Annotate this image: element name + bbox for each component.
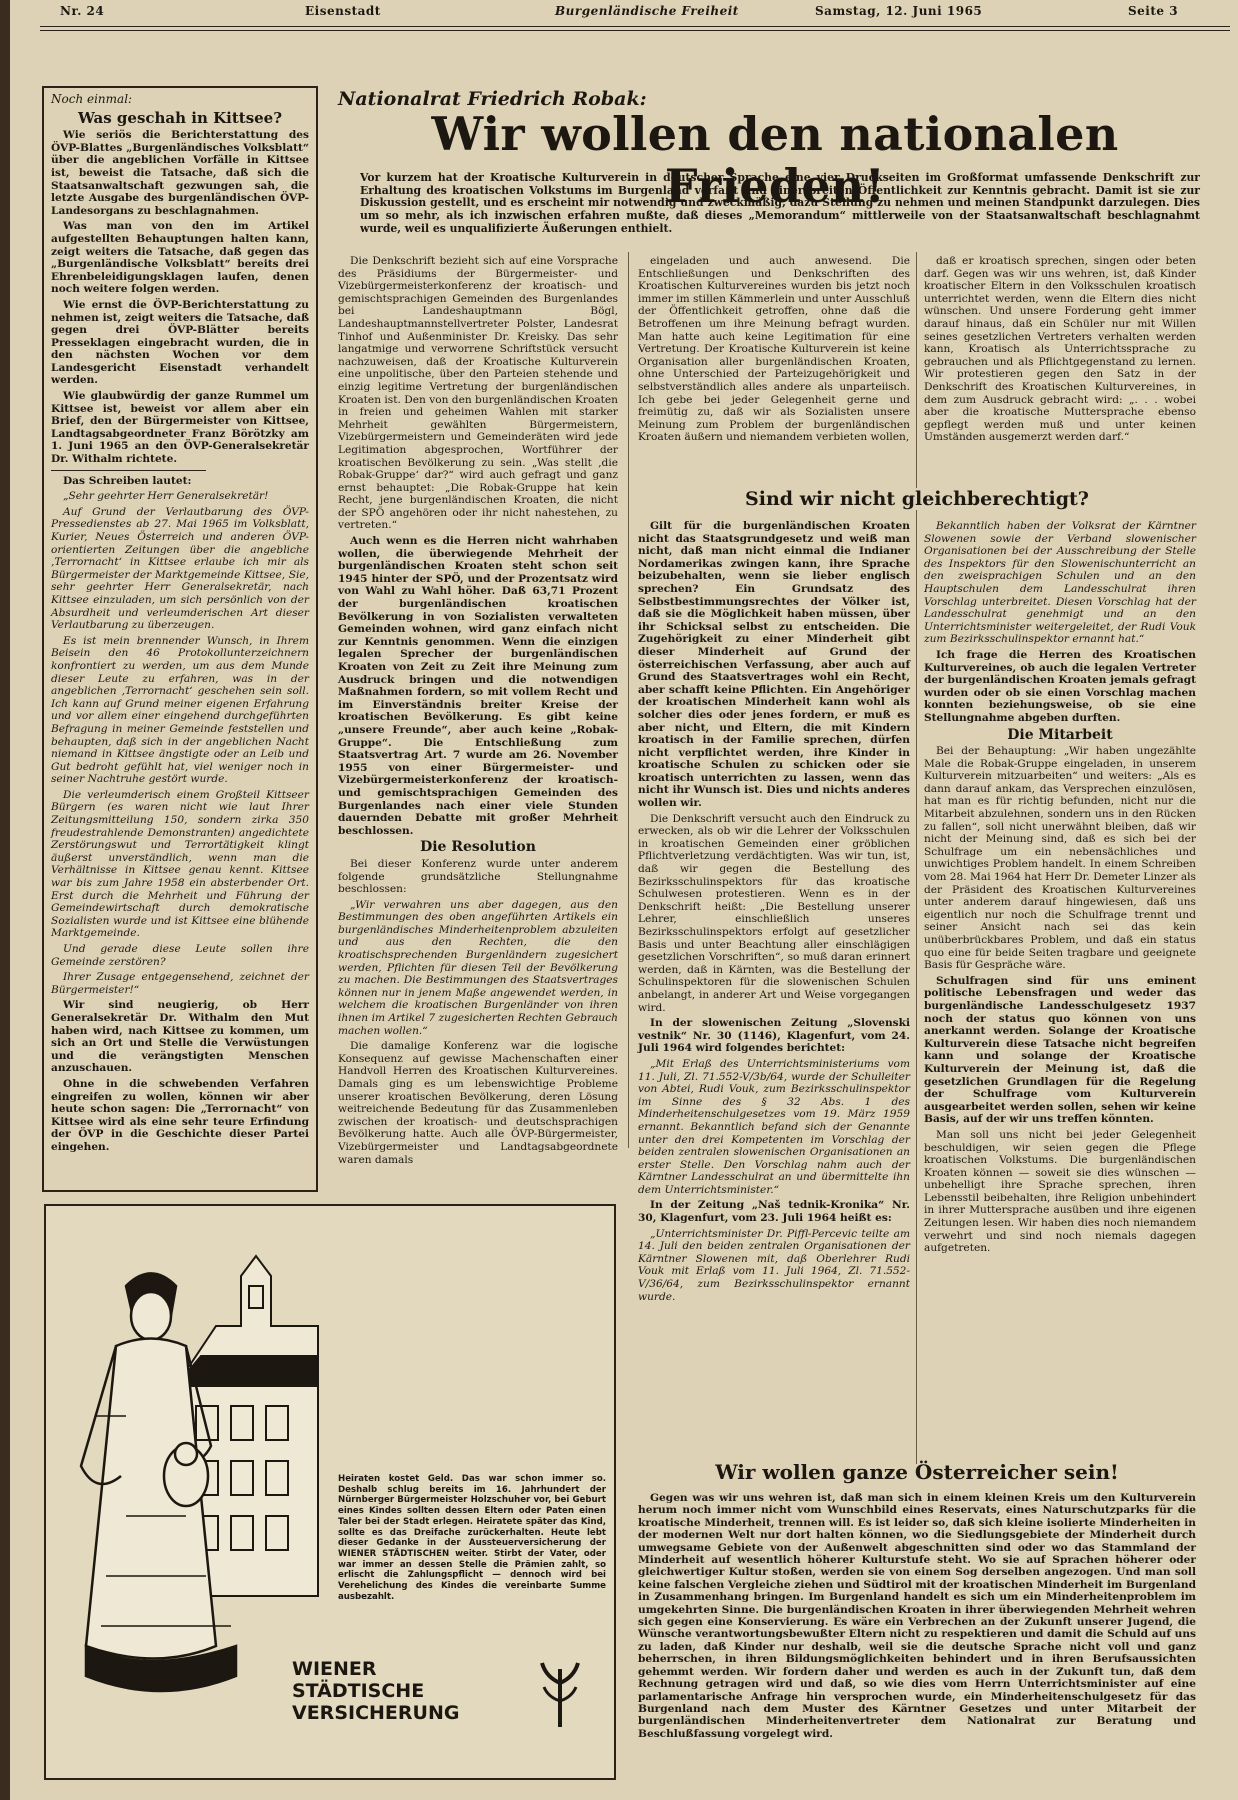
sidebar-kicker: Noch einmal: bbox=[51, 92, 133, 106]
final-paragraph: Gegen was wir uns wehren ist, daß man sich in einem kleinen Kreis um den Kulturverein herum noch immer nicht vom Wunschbild eines Reservats, eines Naturschutzparks für die kroatische Minderheit, trennen will. Es ist leider so, daß sich kleine isolierte Minderheiten in der modernen Welt nur dort halten können, wo die Siedlungsgebiete der Minderheit durch umwegsame Gebiete von der Außenwelt abgeschnitten sind oder wo das Stammland der Minderheit auf wesentlich höherer Kulturstufe steht. Wo sie auf Sprachen höherer oder gleichwertiger Kultur stoßen, werden sie von einem Sog derselben angezogen. Und man soll keine falschen Vergleiche ziehen und Südtirol mit der kroatischen Minderheit im Burgenland in Zusammenhang bringen. Im Burgenland handelt es sich um ein Minderheitenproblem im umgekehrten Sinne. Die burgenländischen Kroaten in ihrer überwiegenden Mehrheit wehren sich gegen eine Konservierung. Es wäre ein Verbrechen an der Zukunft unserer Jugend, die Wünsche verantwortungsbewußter Eltern nicht zu respektieren und damit die Schuld auf uns zu laden, daß Kinder nur deshalb, weil sie die deutsche Sprache nicht voll und ganz beherrschen, in ihren Bildungsmöglichkeiten behindert und in ihren Berufsaussichten gehemmt werden. Wir fordern daher und werden es auch in der Zukunft tun, daß dem Rechnung getragen wird und daß, so wie dies vom Herrn Unterrichtsminister auf eine parlamentarische Anfrage hin versprochen wurde, ein Minderheitenschulgesetz für das Burgenland nach dem Muster des Kärntner Gesetzes und unter Mitarbeit der burgenländischen Minderheitenvertreter dem Nationalrat zur Beratung und Beschlußfassung vorgelegt wird. bbox=[638, 1492, 1196, 1740]
article-paragraph: In der slowenischen Zeitung „Slovenski vestnik“ Nr. 30 (1146), Klagenfurt, vom 24. Juli 1964 wird folgendes berichtet: bbox=[638, 1017, 910, 1055]
subheading-gleichberechtigt: Sind wir nicht gleichberechtigt? bbox=[638, 488, 1196, 510]
sidebar-quote: Und gerade diese Leute sollen ihre Gemeinde zerstören? bbox=[51, 943, 309, 968]
article-paragraph: Die Denkschrift versucht auch den Eindruck zu erwecken, als ob wir die Lehrer der Volksschulen in kroatischen Gemeinden einer gröblichen Pflichtverletzung verdächtigten. Was wir tun, ist, daß wir gegen die Bestellung des Bezirksschulinspektors für das kroatische Schulwesen protestieren. Wenn es in der Denkschrift heißt: „Die Bestellung unserer Lehrer, einschließlich unseres Bezirksschulinspektors erfolgt auf gesetzlicher Basis und unter Beachtung aller einschlägigen gesetzlichen Vorschriften“, so muß daran erinnert werden, daß in Kärnten, was die Bestellung der Schulinspektoren für die slowenischen Schulen anbelangt, in anderer Art und Weise vorgegangen wird. bbox=[638, 812, 910, 1014]
issue-date: Samstag, 12. Juni 1965 bbox=[815, 4, 983, 18]
ad-brand-line: WIENER bbox=[292, 1658, 377, 1680]
article-headline: Wir wollen den nationalen Frieden! bbox=[431, 107, 1119, 213]
sidebar-paragraph: Wie ernst die ÖVP-Berichterstattung zu nehmen ist, zeigt weiters die Tatsache, daß gegen drei ÖVP-Blätter bereits Presseklagen eingebracht wurden, die in den nächsten Wochen vor dem Landesgericht Eisenstadt verhandelt werden. bbox=[51, 298, 309, 387]
article-quote: Bekanntlich haben der Volksrat der Kärntner Slowenen sowie der Verband slowenischer Organisationen bei der Ausschreibung der Stelle des Inspektors für den Slowenischunterricht an den zweisprachigen Schulen und an den Hauptschulen dem Landesschulrat ihren Vorschlag unterbreitet. Diesen Vorschlag hat der Landesschulrat genehmigt und an den Unterrichtsminister weitergeleitet, der Rudi Vouk zum Bezirksschulinspektor ernannt hat.“ bbox=[924, 520, 1196, 646]
sidebar-paragraph: Wir sind neugierig, ob Herr Generalsekretär Dr. Withalm den Mut haben wird, nach Kittsee zu kommen, um sich an Ort und Stelle die Verwüstungen und die verängstigten Menschen anzuschauen. bbox=[51, 999, 309, 1075]
ad-copy: Heiraten kostet Geld. Das war schon immer so. Deshalb schlug bereits im 16. Jahrhundert der Nürnberger Bürgermeister Holzschuher vor, bei Geburt eines Kindes sollten dessen Eltern oder Paten einen Taler bei der Stadt erlegen. Heiratete später das Kind, sollte es das Dreifache zurückerhalten. Heute lebt dieser Gedanke in der Aussteuerversicherung der WIENER STÄDTISCHEN weiter. Stirbt der Vater, oder war immer an dessen Stelle die Prämien zahlt, so erlischt die Zahlungspflicht — dennoch wird bei Verehelichung des Kindes die vereinbarte Summe ausbezahlt. bbox=[338, 1474, 606, 1602]
subheading-mitarbeit: Die Mitarbeit bbox=[1007, 726, 1113, 743]
header-rule-thin bbox=[40, 30, 1230, 31]
article-paragraph: daß er kroatisch sprechen, singen oder beten darf. Gegen was wir uns wehren, ist, daß Kinder kroatischer Eltern in den Volksschulen kroatisch unterrichtet werden, wenn die Eltern dies nicht wünschen. Und unsere Forderung geht immer darauf hinaus, daß ein Schüler nur mit Willen seines gesetzlichen Vertreters verhalten werden kann, Kroatisch als Unterrichtssprache zu gebrauchen und als Pflichtgegenstand zu lernen. Wir protestieren gegen den Satz in der Denkschrift des Kroatischen Kulturvereines, in dem zum Ausdruck gebracht wird: „. . . wobei aber die kroatische Muttersprache ebenso gepflegt werden muß und unter keinen Umständen ausgemerzt werden darf.“ bbox=[924, 255, 1196, 444]
article-column-2 bbox=[638, 520, 910, 1303]
column-rule bbox=[916, 252, 917, 1464]
subheading-oesterreicher: Wir wollen ganze Österreicher sein! bbox=[715, 1460, 1119, 1484]
article-paragraph: Bei der Behauptung: „Wir haben ungezählte Male die Robak-Gruppe eingeladen, in unserem Kulturverein mitzuarbeiten“ und weiters: „Als es dann darauf ankam, das Versprechen einzulösen, hat man es für richtig befunden, nicht nur die Mitarbeit abzulehnen, sondern uns in den Rücken zu fallen“, soll nicht unerwähnt bleiben, daß wir nicht der Meinung sind, daß es sich bei der Schulfrage um ein nebensächliches und unwichtiges Problem handelt. In einem Schreiben vom 28. Mai 1964 hat Herr Dr. Demeter Linzer als der Präsident des Kroatischen Kulturvereines unter anderem darauf hingewiesen, daß uns eigentlich nur noch die Schulfrage trennt und seiner Ansicht nach sei das kein unüberbrückbares Problem, und daß ein status quo eine für beide Seiten tragbare und geeignete Basis für Gespräche wäre. bbox=[924, 745, 1196, 972]
page-number: Nr. 24 bbox=[60, 4, 105, 18]
sidebar-quote: „Sehr geehrter Herr Generalsekretär! bbox=[63, 490, 269, 503]
sidebar-body bbox=[51, 93, 309, 1185]
sidebar-quote: Es ist mein brennender Wunsch, in Ihrem Beisein den 46 Protokollunterzeichnern konfrontiert zu werden, um aus dem Munde dieser Leute zu erfahren, was in der angeblichen ‚Terrornacht‘ geschehen sein soll. Ich kann auf Grund meiner eigenen Erfahrung und vor allem einer eingehend durchgeführten Befragung in meiner Gemeinde feststellen und behaupten, daß sich in der angeblichen Nacht niemand in Kittsee ängstigte oder an Leib und Gut bedroht gefühlt hat, viel weniger noch in seiner Nachtruhe gestört wurde. bbox=[51, 634, 309, 786]
sidebar-paragraph: Wie glaubwürdig der ganze Rummel um Kittsee ist, beweist vor allem aber ein Brief, den der Bürgermeister von Kittsee, Landtagsabgeordneter Franz Börötzky am 1. Juni 1965 an den ÖVP-Generalsekretär Dr. Withalm richtete. bbox=[51, 390, 309, 466]
ad-brand-line: VERSICHERUNG bbox=[292, 1702, 460, 1724]
article-paragraph: Auch wenn es die Herren nicht wahrhaben wollen, die überwiegende Mehrheit der burgenländischen Kroaten steht schon seit 1945 hinter der SPÖ, und der Prozentsatz wird von Wahl zu Wahl höher. Daß 63,71 Prozent der burgenländischen kroatischen Bevölkerung in von Sozialisten verwalteten Gemeinden wohnen, wird ganz einfach nicht zur Kenntnis genommen. Wenn die einzigen legalen Sprecher der burgenländischen Kroaten von Zeit zu Zeit ihre Meinung zum Ausdruck bringen und die notwendigen Maßnahmen fordern, so mit vollem Recht und im Einverständnis breiter Kreise der kroatischen Bevölkerung. Es gibt keine „unsere Freunde“, aber auch keine „Robak-Gruppe“. Die Entschließung zum Staatsvertrag Art. 7 wurde am 26. November 1955 von einer Bürgermeister- und Vizebürgermeisterkonferenz der kroatisch- und gemischtsprachigen Gemeinden des Burgenlandes nach einer viele Stunden dauernden Debatte mit großer Mehrheit beschlossen. bbox=[338, 535, 618, 837]
city-label: Eisenstadt bbox=[305, 4, 381, 18]
article-paragraph: Ich frage die Herren des Kroatischen Kulturvereines, ob auch die legalen Vertreter der burgenländischen Kroaten jemals gefragt wurden oder ob sie einen Vorschlag machen konnten beziehungsweise, ob sie eine Stellungnahme abgeben durften. bbox=[924, 648, 1196, 724]
article-quote: „Mit Erlaß des Unterrichtsministeriums vom 11. Juli, Zl. 71.552-V/3b/64, wurde der Schulleiter von Abtei, Rudi Vouk, zum Bezirksschulinspektor im Sinne des § 32 Abs. 1 des Minderheitenschulgesetzes vom 19. März 1959 ernannt. Bekanntlich befand sich der Genannte unter den drei Kompetenten im Vorschlag der beiden zentralen slowenischen Organisationen an erster Stelle. Den Vorschlag nahm auch der Kärntner Landesschulrat an und übermittelte ihn dem Unterrichtsminister.“ bbox=[638, 1057, 910, 1196]
article-paragraph: Bei dieser Konferenz wurde unter anderem folgende grundsätzliche Stellungnahme beschlossen: bbox=[338, 857, 618, 896]
article-quote: „Wir verwahren uns aber dagegen, aus den Bestimmungen des oben angeführten Artikels ein burgenländisches Minderheitenproblem abzuleiten und aus den Rechten, die den kroatischsprechenden Burgenländern zugesichert werden, Pflichten für diesen Teil der Bevölkerung zu machen. Die Bestimmungen des Staatsvertrages können nur in jenem Maße angewendet werden, in welchem die kroatischen Burgenländer von ihren ihnen im Artikel 7 zugesicherten Rechten Gebrauch machen wollen.“ bbox=[338, 898, 618, 1037]
article-paragraph: Schulfragen sind für uns eminent politische Lebensfragen und weder das burgenländische Landesschulgesetz 1937 noch der status quo können von uns anerkannt werden. Solange der Kroatische Kulturverein diese Tatsache nicht begreifen kann und solange der Kroatische Kulturverein der Meinung ist, daß die gesetzlichen Grundlagen für die Regelung der Schulfrage vom Kulturverein ausgearbeitet werden sollen, sehen wir keine Basis, auf der wir uns treffen könnten. bbox=[924, 974, 1196, 1126]
sidebar-divider bbox=[51, 470, 206, 471]
article-column-3 bbox=[924, 520, 1196, 1450]
sidebar-title: Was geschah in Kittsee? bbox=[77, 108, 283, 127]
sidebar-quote: Ihrer Zusage entgegensehend, zeichnet der Bürgermeister!“ bbox=[51, 971, 309, 996]
tulip-logo-icon bbox=[536, 1661, 584, 1731]
column-rule bbox=[628, 252, 629, 1148]
article-paragraph: In der Zeitung „Naš tednik-Kronika“ Nr. 30, Klagenfurt, vom 23. Juli 1964 heißt es: bbox=[638, 1199, 910, 1225]
paper-name: Burgenländische Freiheit bbox=[555, 4, 739, 18]
sidebar-quote: Auf Grund der Verlautbarung des ÖVP-Pressedienstes ab 27. Mai 1965 im Volksblatt, Kurier, Neues Österreich und anderen ÖVP-orientierten Zeitungen über die angebliche ‚Terrornacht‘ in Kittsee erlaube ich mir als Bürgermeister der Marktgemeinde Kittsee, Sie, sehr geehrter Herr Generalsekretär, nach Kittsee einzuladen, um sich persönlich von der Absurdheit und verleumderischen Art dieser Verlautbarung zu überzeugen. bbox=[51, 505, 309, 632]
article-paragraph: Man soll uns nicht bei jeder Gelegenheit beschuldigen, wir seien gegen die Pflege kroatischen Volkstums. Die burgenländischen Kroaten können — soweit sie dies wünschen — unbehelligt ihre Sprache sprechen, ihren Lebensstil beibehalten, ihre Religion unbehindert in ihrer Muttersprache ausüben und ihre eigenen Zeitungen lesen. Wir haben dies noch niemandem verwehrt und sind noch niemals dagegen aufgetreten. bbox=[924, 1128, 1196, 1255]
header-rule bbox=[40, 26, 1230, 27]
lead-paragraph: Vor kurzem hat der Kroatische Kulturverein in deutscher Sprache eine vier Druckseiten im Großformat umfassende Denkschrift zur Erhaltung des kroatischen Volkstums im Burgenland verfaßt und einer breiten Öffentlichkeit zur Kenntnis gebracht. Damit ist sie zur Diskussion gestellt, und es erscheint mir notwendig und zweckmäßig, dazu Stellung zu nehmen und meinen Standpunkt darzulegen. Dies um so mehr, als ich inzwischen erfahren mußte, daß dieses „Memorandum“ mittlerweile von der Staatsanwaltschaft beschlagnahmt wurde, weil es unqualifizierte Äußerungen enthielt. bbox=[360, 171, 1200, 235]
article-column-2-top bbox=[638, 255, 910, 483]
sidebar-paragraph: Ohne in die schwebenden Verfahren eingreifen zu wollen, können wir aber heute schon sagen: Die „Terrornacht“ von Kittsee wird als eine sehr teure Erfindung der ÖVP in die Geschichte dieser Partei eingehen. bbox=[51, 1077, 309, 1153]
scan-edge bbox=[0, 0, 10, 1800]
final-section bbox=[638, 1492, 1196, 1792]
article-paragraph: Die Denkschrift bezieht sich auf eine Vorsprache des Präsidiums der Bürgermeister- und Vizebürgermeisterkonferenz der kroatisch- und gemischtsprachigen Gemeinden des Burgenlandes bei Landeshauptmann Bögl, Landeshauptmannstellvertreter Polster, Landesrat Tinhof und Außenminister Dr. Kreisky. Das sehr langatmige und verworrene Schriftstück versucht nachzuweisen, daß der Kroatische Kulturverein eine unpolitische, über den Parteien stehende und einzig legitime Vertretung der burgenländischen Kroaten ist. Den von den burgenländischen Kroaten in freien und geheimen Wahlen mit starker Mehrheit gewählten Bürgermeistern, Vizebürgermeistern und Gemeinderäten wird jede Legitimation abgesprochen, Wortführer der kroatischen Bevölkerung zu sein. „Was stellt ‚die Robak-Gruppe‘ dar?“ wird auch gefragt und ganz ernst behauptet: „Die Robak-Gruppe hat kein Recht, jene burgenländischen Kroaten, die nicht der SPÖ angehören oder ihr nicht nahestehen, zu vertreten.“ bbox=[338, 255, 618, 532]
advertisement bbox=[44, 1204, 616, 1780]
sidebar-paragraph: Das Schreiben lautet: bbox=[63, 474, 192, 487]
ad-brand bbox=[292, 1658, 459, 1724]
article-kicker: Nationalrat Friedrich Robak: bbox=[338, 88, 647, 110]
subheading-resolution: Die Resolution bbox=[420, 839, 536, 856]
page-label: Seite 3 bbox=[1128, 4, 1179, 18]
sidebar-quote: Die verleumderisch einem Großteil Kittseer Bürgern (es waren nicht wie laut Ihrer Zeitungsmitteilung 150, sondern zirka 350 freudestrahlende Demonstranten) angedichtete Zerstörungswut und Terrortätigkeit klingt äußerst unverständlich, wenn man die Verhältnisse in Kittsee genau kennt. Kittsee war bis zum Jahre 1958 ein absterbender Ort. Erst durch die Mehrheit und Führung der Gemeindewirtschaft durch demokratische Sozialisten wurde und ist Kittsee eine blühende Marktgemeinde. bbox=[51, 788, 309, 940]
article-lead bbox=[360, 172, 1200, 252]
sidebar-paragraph: Wie seriös die Berichterstattung des ÖVP-Blattes „Burgenländisches Volksblatt“ über die angeblichen Vorfälle in Kittsee ist, beweist die Tatsache, daß sich die Staatsanwaltschaft gezwungen sah, die letzte Ausgabe des burgenländischen ÖVP-Landesorgans zu beschlagnahmen. bbox=[51, 129, 309, 217]
article-column-3-top bbox=[924, 255, 1196, 483]
ad-brand-line: STÄDTISCHE bbox=[292, 1680, 425, 1702]
article-paragraph: eingeladen und auch anwesend. Die Entschließungen und Denkschriften des Kroatischen Kulturvereines wurden bis jetzt noch immer im stillen Kämmerlein und unter Ausschluß der Öffentlichkeit getroffen, ohne daß die Betroffenen um ihre Meinung befragt wurden. Man hatte auch keine Legitimation für eine Vertretung. Der Kroatische Kulturverein ist keine Organisation aller burgenländischen Kroaten, ohne Unterschied der Parteizugehörigkeit und selbstverständlich alles andere als unparteiisch. Ich gebe bei jeder Gelegenheit gerne und freimütig zu, daß wir als Sozialisten unsere Meinung zum Problem der burgenländischen Kroaten äußern und niemandem verbieten wollen, bbox=[638, 255, 910, 444]
article-paragraph: Gilt für die burgenländischen Kroaten nicht das Staatsgrundgesetz und weiß man nicht, daß man nicht einmal die Indianer Nordamerikas zwingen kann, ihre Sprache beizubehalten, wenn sie lieber englisch sprechen? Ein Grundsatz des Selbstbestimmungsrechtes der Völker ist, daß sie die Möglichkeit haben müssen, über ihr Schicksal selbst zu entscheiden. Die Zugehörigkeit zu einer Minderheit gibt dieser Minderheit auf Grund der österreichischen Verfassung, aber auch auf Grund des Staatsvertrages wohl ein Recht, aber schafft keine Pflichten. Ein Angehöriger der kroatischen Minderheit kann wohl als solcher dies oder jenes fordern, er muß es aber nicht, und Eltern, die mit Kindern kroatisch in der Familie sprechen, dürfen nicht verpflichtet werden, ihre Kinder in kroatische Schulen zu schicken oder sie kroatisch unterrichten zu lassen, wenn das nicht ihr Wunsch ist. Dies und nichts anderes wollen wir. bbox=[638, 520, 910, 810]
article-column-1 bbox=[338, 255, 618, 1166]
article-quote: „Unterrichtsminister Dr. Piffl-Percevic teilte am 14. Juli den beiden zentralen Organisationen der Kärntner Slowenen mit, daß Oberlehrer Rudi Vouk mit Erlaß vom 11. Juli 1964, Zl. 71.552-V/36/64, zum Bezirksschulinspektor ernannt wurde. bbox=[638, 1227, 910, 1303]
article-paragraph: Die damalige Konferenz war die logische Konsequenz auf gewisse Machenschaften einer Handvoll Herren des Kroatischen Kulturvereines. Damals ging es um lebenswichtige Probleme unserer kroatischen Bevölkerung, deren Lösung weitreichende Bedeutung für das Zusammenleben zwischen der kroatisch- und deutschsprachigen Bevölkerung hatte. Auch alle ÖVP-Bürgermeister, Vizebürgermeister und Landtagsabgeordnete waren damals bbox=[338, 1040, 618, 1166]
sidebar-box bbox=[42, 86, 318, 1192]
sidebar-paragraph: Was man von den im Artikel aufgestellten Behauptungen halten kann, zeigt weiters die Tatsache, daß gegen das „Burgenländische Volksblatt“ bereits drei Ehrenbeleidigungsklagen laufen, denen noch weitere folgen werden. bbox=[51, 220, 309, 296]
